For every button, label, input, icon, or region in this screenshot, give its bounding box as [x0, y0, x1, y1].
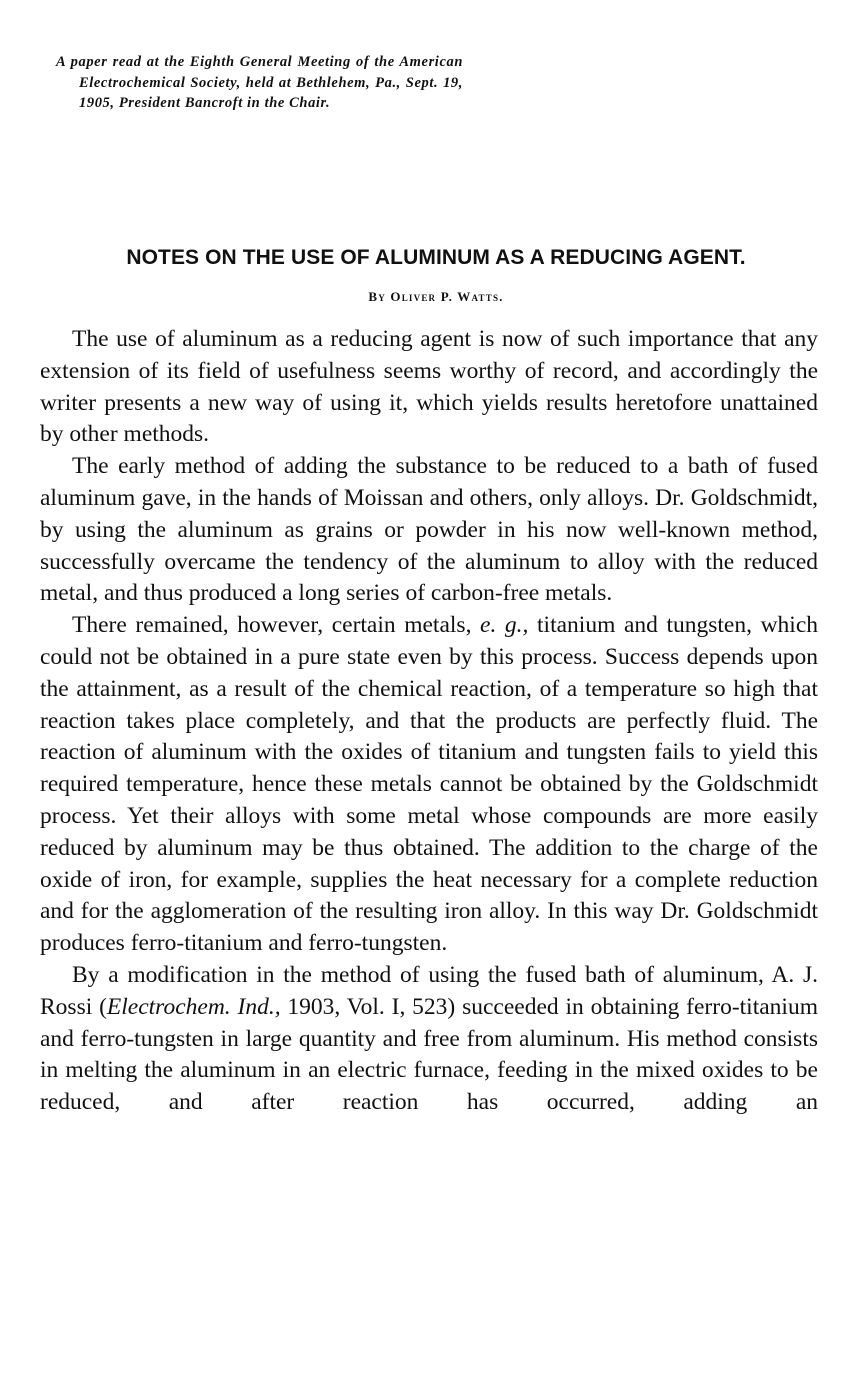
paper-note: A paper read at the Eighth General Meeting of the American Electrochemical Society, held at Bethlehem, Pa., Sept. 19, 1905, President Bancroft in the Chair.: [56, 54, 463, 111]
byline-prefix: By: [368, 289, 386, 304]
paragraph-3: [40, 610, 818, 960]
paragraph-4: [40, 960, 818, 1119]
article-body: [40, 324, 818, 1119]
paragraph-4-journal: Electrochem. Ind.,: [106, 993, 281, 1020]
byline: [40, 288, 832, 306]
byline-author: Oliver P. Watts.: [390, 289, 504, 304]
paragraph-4-part-1: By a modification in the method of using the fused bath of aluminum, A. J. Rossi (: [40, 961, 818, 1020]
paragraph-2: The early method of adding the substance to be reduced to a bath of fused aluminum gave, in the hands of Moissan and others, only alloys. Dr. Goldschmidt, by using the aluminum as grains or powder in his now well-known method, successfully overcame the tendency of the aluminum to alloy with the reduced metal, and thus produced a long series of carbon-free metals.: [40, 453, 818, 607]
paragraph-3-part-1: There remained, however, certain metals,: [72, 612, 481, 639]
paragraph-3-part-2: titanium and tungsten, which could not be obtained in a pure state even by this process. Success depends upon the attainment, as a result of the chemical reaction, of a temperature so high that reaction takes place completely, and that the products are perfectly fluid. The reaction of aluminum with the oxides of titanium and tungsten fails to yield this required temperature, hence these metals cannot be obtained by the Goldschmidt process. Yet their alloys with some metal whose compounds are more easily reduced by aluminum may be thus obtained. The addition to the charge of the oxide of iron, for example, supplies the heat necessary for a complete reduction and for the agglomeration of the resulting iron alloy. In this way Dr. Goldschmidt produces ferro-titanium and ferro-tungsten.: [40, 612, 818, 957]
paragraph-3-eg: e. g.,: [480, 612, 529, 639]
paragraph-4-part-2: 1903, Vol. I, 523) succeeded in obtaining ferro-titanium and ferro-tungsten in large quantity and free from aluminum. His method consists in melting the aluminum in an electric furnace, feeding in the mixed oxides to be reduced, and after reaction has occurred, adding an: [40, 993, 818, 1116]
paragraph-1: The use of aluminum as a reducing agent is now of such importance that any extension of its field of usefulness seems worthy of record, and accordingly the writer presents a new way of using it, which yields results heretofore unattained by other methods.: [40, 326, 818, 448]
article-title: NOTES ON THE USE OF ALUMINUM AS A REDUCING AGENT.: [126, 246, 746, 269]
